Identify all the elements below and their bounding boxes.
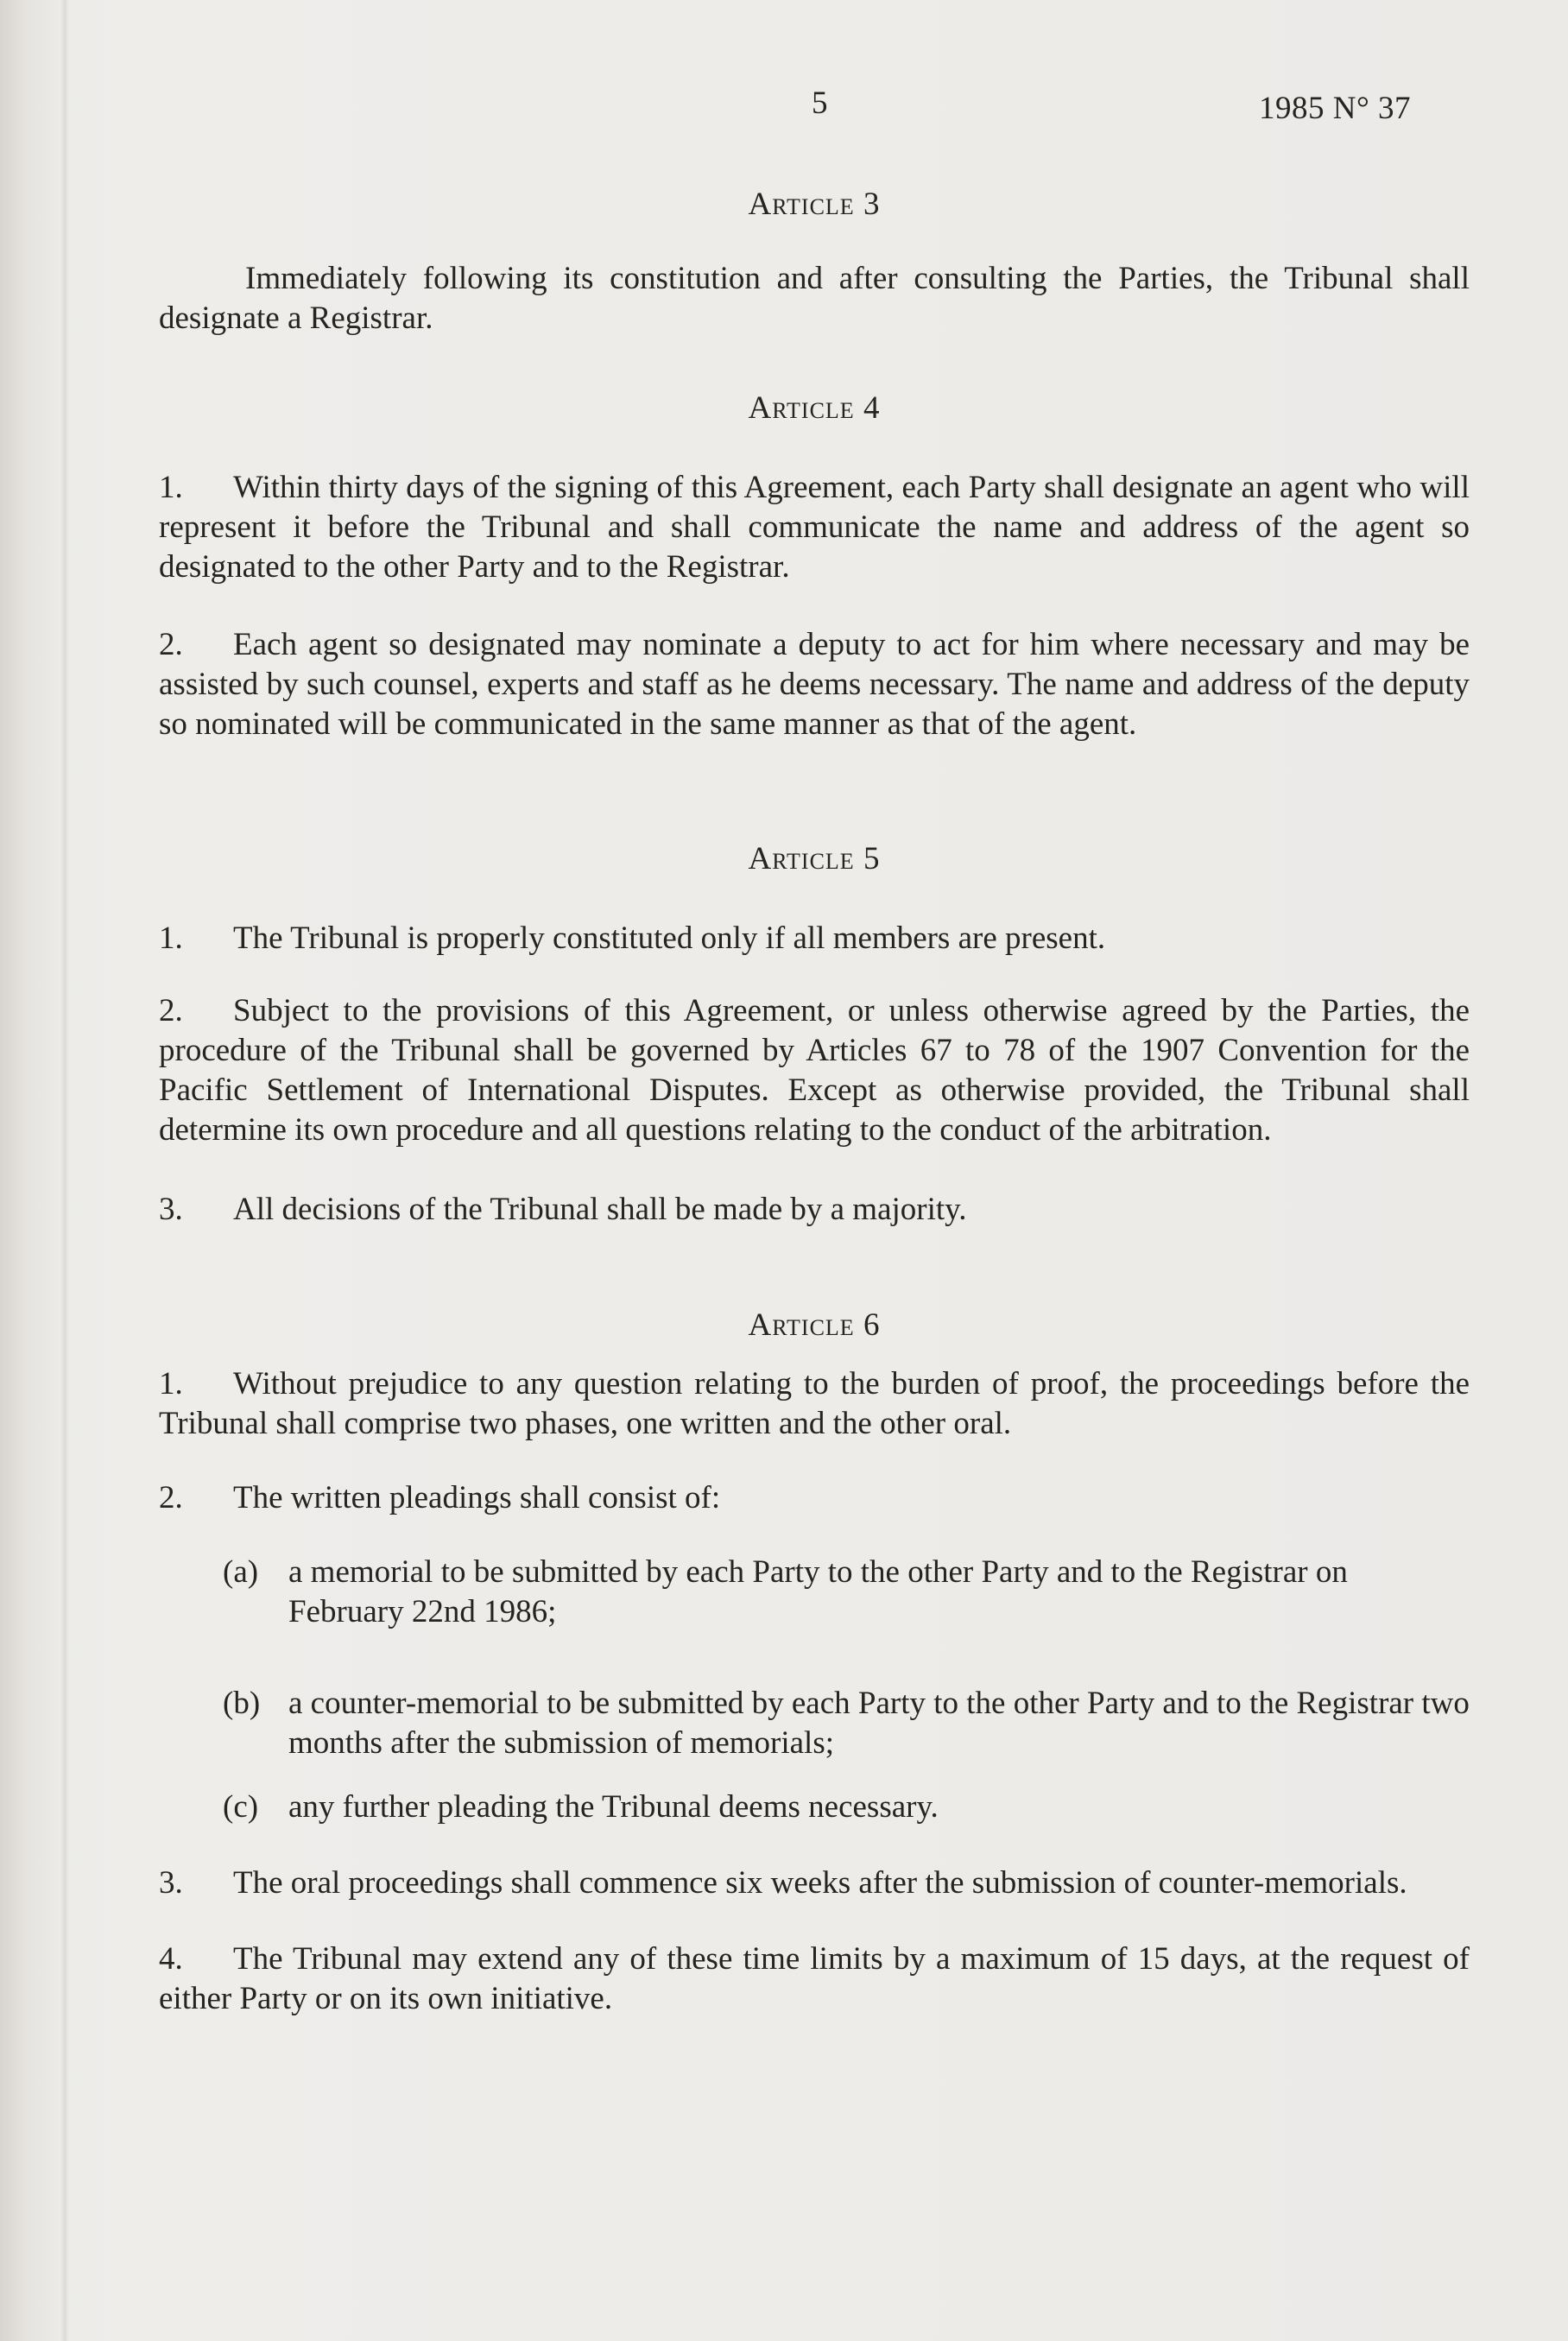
article-6-paragraph-2 [159,1478,1470,1518]
paragraph-number: 2. [159,627,183,662]
paragraph-text: All decisions of the Tribunal shall be made by a majority. [233,1192,967,1227]
list-item-a [159,1553,1470,1632]
paragraph-number: 3. [159,1865,183,1901]
paragraph-number: 1. [159,470,183,505]
list-item-label: (a) [223,1554,259,1590]
article-4-paragraph-1 [159,468,1470,587]
paragraph-text: Each agent so designated may nominate a deputy to act for him where necessary and may be assisted by such counsel, experts and staff as he deems necessary. The name and address of the deputy so nominated will be communicated in the same manner as that of the agent. [159,627,1470,742]
document-reference: 1985 N° 37 [1259,91,1412,126]
list-item-label: (b) [223,1686,261,1721]
article-5-title: Article 5 [748,841,881,876]
paragraph-text: The Tribunal may extend any of these time limits by a maximum of 15 days, at the request of either Party or on its own initiative. [159,1941,1470,2016]
list-item-text: a memorial to be submitted by each Party to the other Party and to the Registrar on February 22nd 1986; [288,1554,1348,1629]
article-6-paragraph-3 [159,1863,1470,1903]
paragraph-number: 1. [159,1366,183,1401]
paragraph-number: 1. [159,921,183,956]
paragraph-text: Within thirty days of the signing of this Agreement, each Party shall designate an agent who will represent it before the Tribunal and shall communicate the name and address of the agent so designated to the other Party and to the Registrar. [159,470,1470,585]
list-item-text: any further pleading the Tribunal deems necessary. [288,1789,939,1825]
page-body [159,181,1470,2019]
book-spine-shadow [60,0,69,2341]
paragraph-text: Without prejudice to any question relating to the burden of proof, the proceedings before the Tribunal shall comprise two phases, one written and the other oral. [159,1366,1470,1441]
article-6-title: Article 6 [748,1307,881,1343]
paragraph-text: Subject to the provisions of this Agreement, or unless otherwise agreed by the Parties, the procedure of the Tribunal shall be governed by Articles 67 to 78 of the 1907 Convention for the Pacific Settlement of International Disputes. Except as otherwise provided, the Tribunal shall determine its own procedure and all questions relating to the conduct of the arbitration. [159,993,1470,1148]
paragraph-text: The Tribunal is properly constituted only if all members are present. [233,921,1106,956]
article-6-paragraph-4 [159,1939,1470,2019]
list-item-label: (c) [223,1789,259,1825]
list-item-text: a counter-memorial to be submitted by each Party to the other Party and to the Registrar two months after the submission of memorials; [288,1686,1470,1761]
article-4-title: Article 4 [748,390,881,426]
list-item-b [159,1684,1470,1763]
article-6-paragraph-1 [159,1364,1470,1444]
paragraph-number: 2. [159,993,183,1028]
article-5-paragraph-1 [159,919,1470,959]
article-3-title: Article 3 [748,187,881,222]
article-4-paragraph-2 [159,625,1470,744]
paragraph-text: The written pleadings shall consist of: [233,1480,721,1515]
paragraph-text: The oral proceedings shall commence six weeks after the submission of counter-memorials. [233,1865,1407,1901]
paragraph-number: 4. [159,1941,183,1977]
article-5-paragraph-2 [159,991,1470,1150]
list-item-c [159,1787,1470,1827]
page-header [0,85,1568,136]
paragraph-number: 2. [159,1480,183,1515]
article-5-paragraph-3 [159,1190,1470,1230]
paragraph-number: 3. [159,1192,183,1227]
page-number: 5 [812,85,828,121]
article-3-text: Immediately following its constitution and after consulting the Parties, the Tribunal shall designate a Registrar. [159,261,1470,336]
